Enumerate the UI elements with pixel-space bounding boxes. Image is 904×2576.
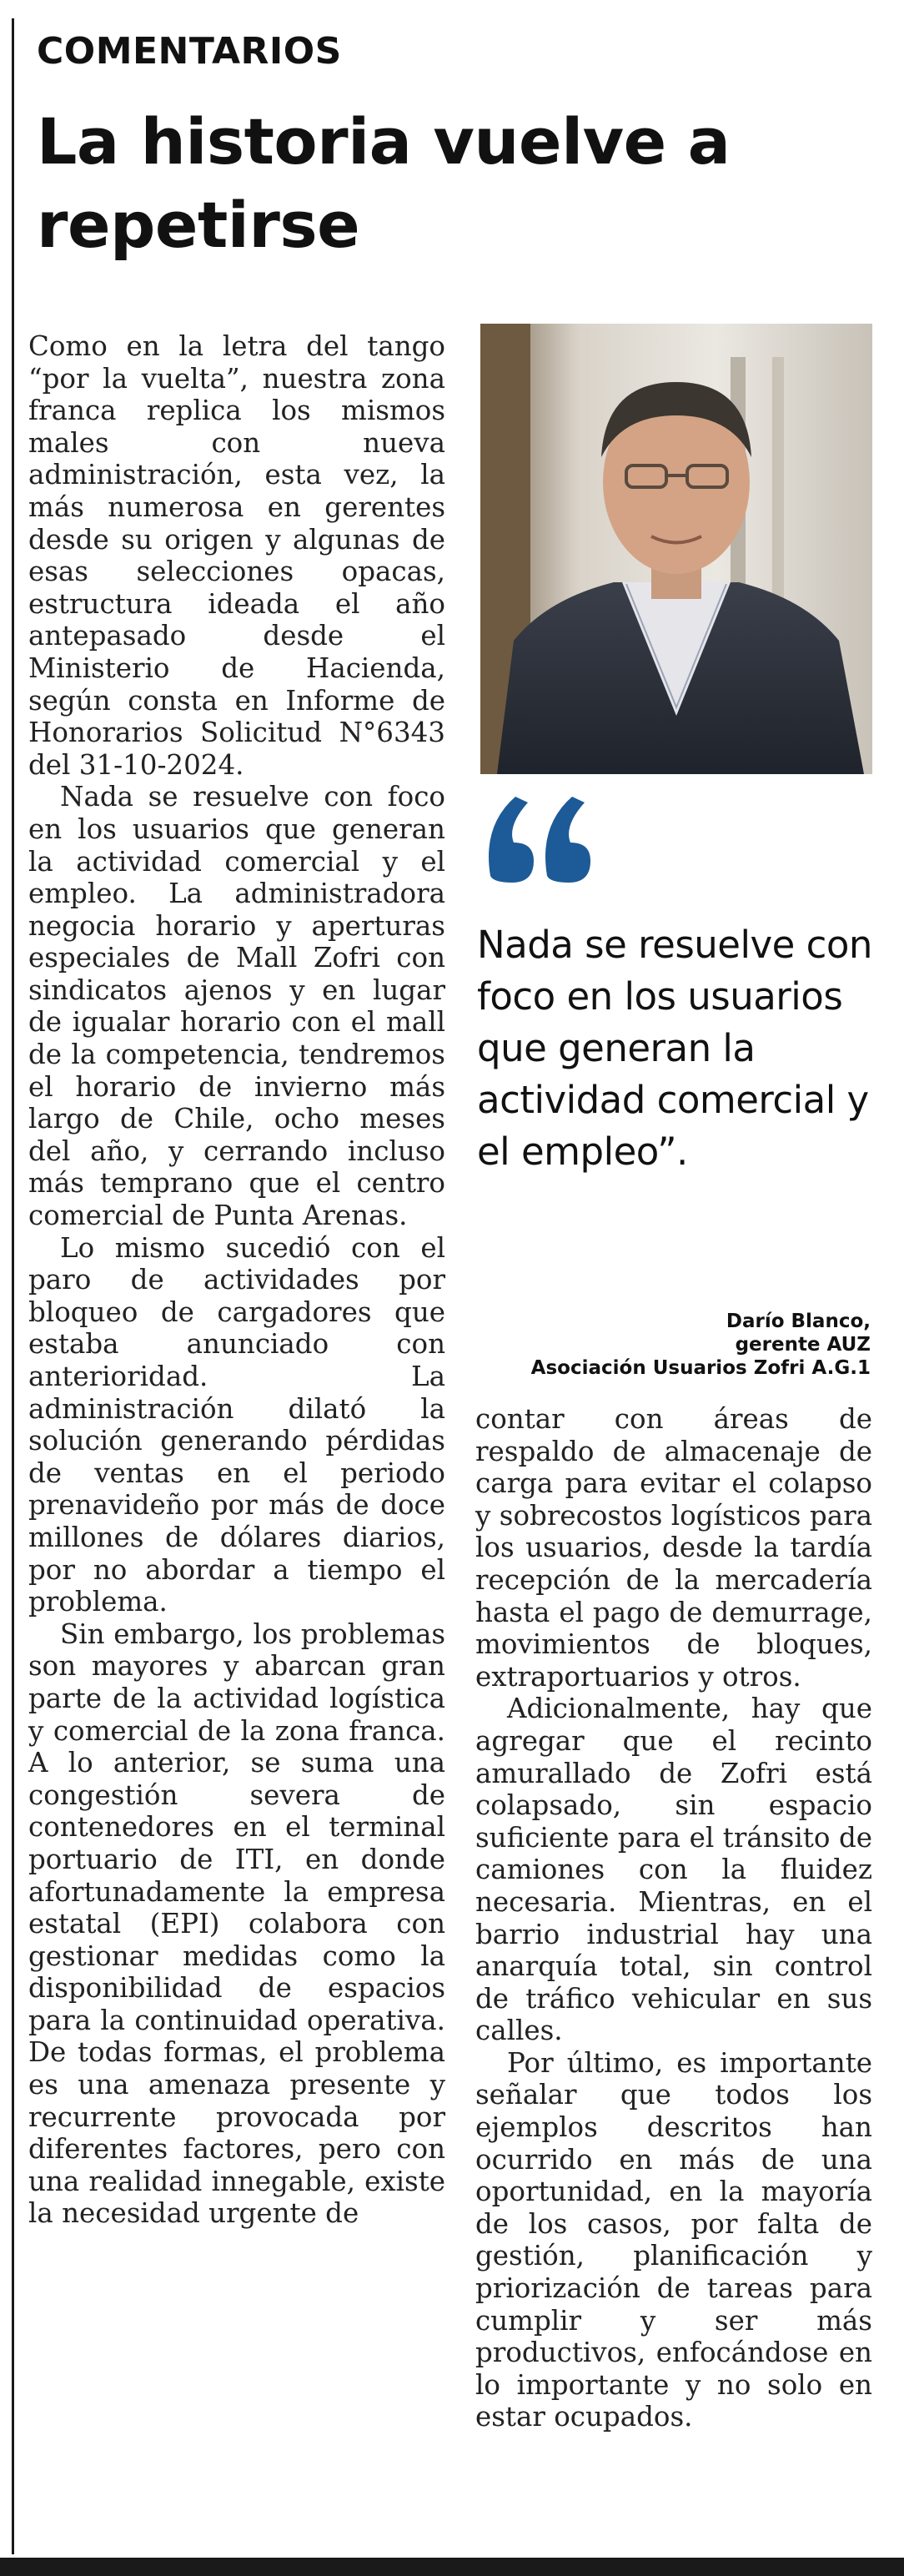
quote-mark-icon xyxy=(482,784,599,884)
author-organization: Asociación Usuarios Zofri A.G.1 xyxy=(530,1357,871,1379)
paragraph: Nada se resuelve con foco en los usuarios que generan la actividad comercial y el empleo. La administradora negocia horario y aperturas especiales de Mall Zofri con sindicatos ajenos y en lugar de igualar horario con el mall de la competencia, tendremos el horario de invierno más largo de Chile, ocho meses del año, y cerrando incluso más temprano que el centro comercial de Punta Arenas. xyxy=(28,781,445,1232)
bottom-rule xyxy=(0,2558,904,2576)
pull-quote: Nada se resuelve con foco en los usuarios que generan la actividad comercial y el empleo”. xyxy=(477,923,872,1174)
body-column-right xyxy=(475,1403,872,2433)
author-portrait-photo xyxy=(480,324,872,774)
section-label: COMENTARIOS xyxy=(37,30,342,73)
portrait-photo-icon xyxy=(480,324,872,774)
body-column-left xyxy=(28,330,445,2230)
left-border-rule xyxy=(12,18,14,2554)
paragraph: contar con áreas de respaldo de almacenaje de carga para evitar el colapso y sobrecostos logísticos para los usuarios, desde la tardía recepción de la mercadería hasta el pago de demurrage, movimientos de bloques, extraportuarios y otros. xyxy=(475,1403,872,1693)
paragraph: Por último, es importante señalar que todos los ejemplos descritos han ocurrido en más de una oportunidad, en la mayoría de los casos, por falta de gestión, planificación y priorización de tareas para cumplir y ser más productivos, enfocándose en lo importante y no solo en estar ocupados. xyxy=(475,2046,872,2433)
paragraph: Sin embargo, los problemas son mayores y abarcan gran parte de la actividad logística y comercial de la zona franca. A lo anterior, se suma una congestión severa de contenedores en el terminal portuario de ITI, en donde afortunadamente la empresa estatal (EPI) colabora con gestionar medidas como la disponibilidad de espacios para la continuidad operativa. De todas formas, el problema es una amenaza presente y recurrente provocada por diferentes factores, pero con una realidad innegable, existe la necesidad urgente de xyxy=(28,1618,445,2230)
author-name: Darío Blanco, xyxy=(726,1311,871,1332)
pull-quote-byline xyxy=(437,1310,871,1380)
author-role: gerente AUZ xyxy=(735,1334,871,1356)
headline: La historia vuelve a repetirse xyxy=(37,104,731,262)
paragraph: Lo mismo sucedió con el paro de actividades por bloqueo de cargadores que estaba anunciado con anterioridad. La administración dilató la solución generando pérdidas de ventas en el periodo prenavideño por más de doce millones de dólares diarios, por no abordar a tiempo el problema. xyxy=(28,1231,445,1618)
paragraph: Como en la letra del tango “por la vuelta”, nuestra zona franca replica los mismos males con nueva administración, esta vez, la más numerosa en gerentes desde su origen y algunas de esas selecciones opacas, estructura ideada el año antepasado desde el Ministerio de Hacienda, según consta en Informe de Honorarios Solicitud N°6343 del 31-10-2024. xyxy=(28,330,445,781)
paragraph: Adicionalmente, hay que agregar que el recinto amurallado de Zofri está colapsado, sin espacio suficiente para el tránsito de camiones con la fluidez necesaria. Mientras, en el barrio industrial hay una anarquía total, sin control de tráfico vehicular en sus calles. xyxy=(475,1693,872,2047)
